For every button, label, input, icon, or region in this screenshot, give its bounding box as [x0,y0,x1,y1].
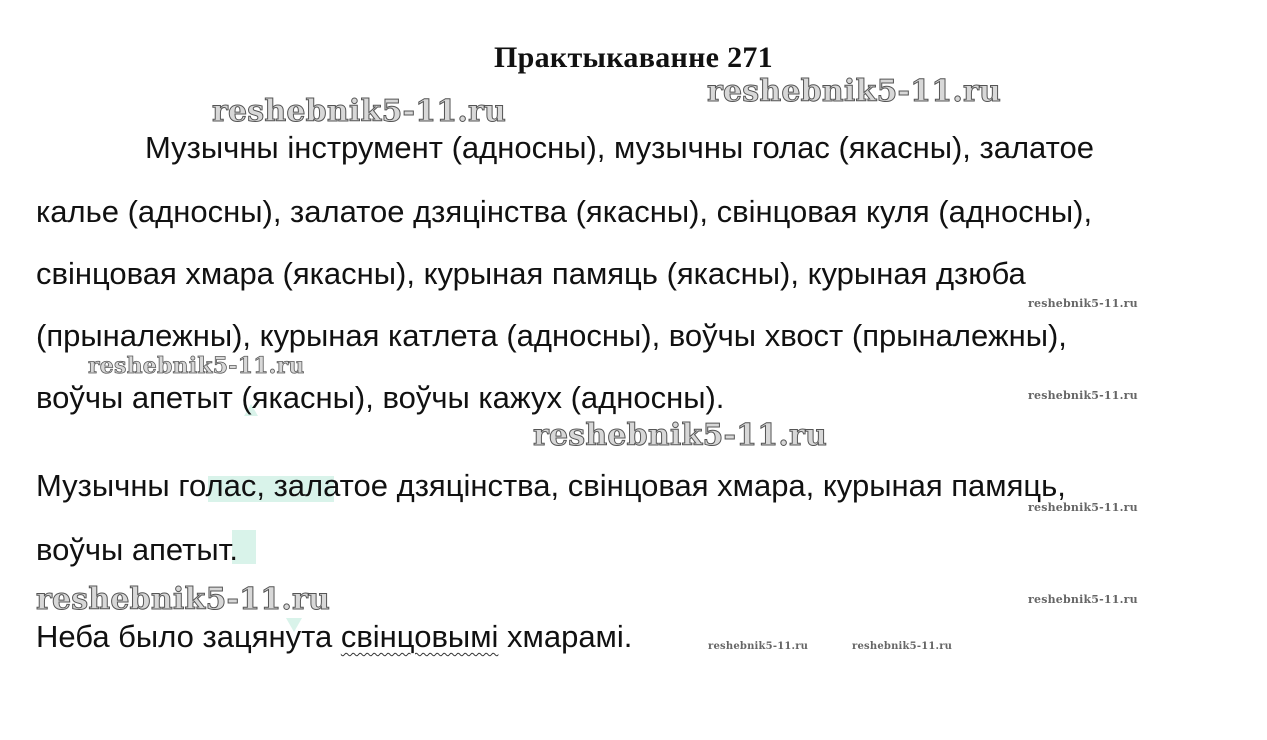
watermark: reshebnik5-11.ru [88,353,305,379]
paragraph-1-line-1: Музычны інструмент (адносны), музычны голас (якасны), залатое [145,130,1094,165]
watermark: reshebnik5-11.ru [707,74,1001,109]
paragraph-3-before: Неба было зацянута [36,619,341,654]
paragraph-1-line-5: воўчы апетыт (якасны), воўчы кажух (адносны). [36,380,725,415]
watermark: reshebnik5-11.ru [533,418,827,453]
watermark: reshebnik5-11.ru [212,94,506,129]
paragraph-3-after: хмарамі. [498,619,633,654]
watermark: reshebnik5-11.ru [1028,297,1138,310]
paragraph-1-line-2: калье (адносны), залатое дзяцінства (якасны), свінцовая куля (адносны), [36,194,1093,229]
watermark: reshebnik5-11.ru [852,641,953,652]
paragraph-1-line-3: свінцовая хмара (якасны), курыная памяць (якасны), курыная дзюба [36,256,1026,291]
paragraph-3 [36,617,632,657]
watermark: reshebnik5-11.ru [1028,501,1138,514]
watermark: reshebnik5-11.ru [36,582,330,617]
paragraph-2-line-1: Музычны голас, залатое дзяцінства, свінцовая хмара, курыная памяць, [36,468,1066,503]
watermark: reshebnik5-11.ru [1028,389,1138,402]
watermark: reshebnik5-11.ru [1028,593,1138,606]
watermark: reshebnik5-11.ru [708,641,809,652]
paragraph-1-line-4: (прыналежны), курыная катлета (адносны), воўчы хвост (прыналежны), [36,318,1067,353]
underlined-word: свінцовымі [340,619,499,654]
paragraph-2-line-2: воўчы апетыт. [36,532,238,567]
exercise-title: Практыкаванне 271 [494,41,773,74]
